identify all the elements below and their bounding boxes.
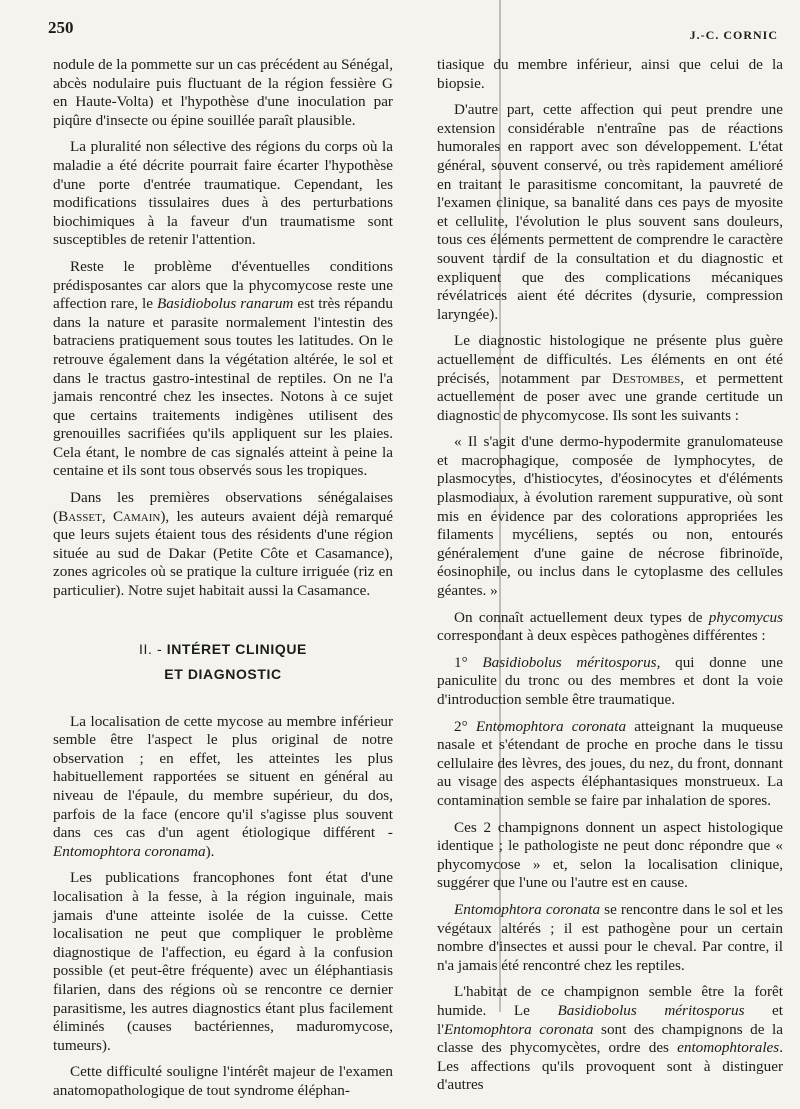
species-name: Entomophtora coronata — [475, 717, 627, 735]
list-item — [437, 718, 783, 811]
left-column — [53, 56, 393, 1109]
species-name: Basidiobolus méritosporus — [557, 1001, 745, 1019]
author-name: Camain — [112, 507, 161, 525]
paragraph-text: La localisation de cette mycose au membre inférieur semble être l'aspect le plus original de notre observation ; en effet, les atteintes les plus habituellement rapportées se situent en général au niveau de l'épaule, du membre supérieur, du dos, parfois de la face (encore qu'il s'agisse plus souvent dans ces cas d'un agent étiologique différent - — [53, 712, 393, 842]
paragraph-text: se rencontre dans le sol et les végétaux altérés ; il est pathogène pour un certain nombre d'insectes et aussi pour le cheval. Par contre, il n'a jamais été rencontré chez les reptiles. — [437, 900, 783, 974]
paragraph: La pluralité non sélective des régions du corps où la maladie a été décrite pourrait faire écarter l'hypothèse d'une porte d'entrée traumatique. Cependant, les modifications tissulaires dues à des perturbations biochimiques à la faveur d'un traumatisme sont susceptibles de retenir l'attention. — [53, 138, 393, 249]
paragraph-text: et l' — [437, 1001, 784, 1038]
paragraph: tiasique du membre inférieur, ainsi que celui de la biopsie. — [437, 56, 783, 92]
species-name: Basidiobolus ranarum — [156, 295, 294, 313]
quote-paragraph: « Il s'agit d'une dermo-hypodermite granulomateuse et macrophagique, composée de lymphocytes, de plasmocytes, d'histiocytes, d'éosinocytes et d'éléments plasmodiaux, à évolution rarement suppurative, où sont mis en évidence par des colorations appropriées les filaments mycéliens, septés ou non, entourés généralement d'une gaine de nécrose fibrinoïde, éosinophile, ou inclus dans le cytoplasme des cellules géantes. » — [437, 433, 783, 600]
paragraph-text: Reste le problème d'éventuelles conditions prédisposantes car alors que la phycomycose reste une affection rare, le — [53, 257, 393, 313]
paragraph: D'autre part, cette affection qui peut prendre une extension considérable n'entraîne pas de réactions humorales en rapport avec son développement. L'état général, souvent conservé, ou très rapidement amélioré en traitant le parasitisme concomitant, la pauvreté de l'examen clinique, sa banalité dans ces pays de myosite et cellulite, l'évolution le plus souvent sans douleurs, tous ces éléments permettent de comprendre le caractère souvent tardif de la consultation et du diagnostic et expliquent que des complications mécaniques révélatrices aient été décrites (dysurie, compression laryngée). — [437, 101, 783, 323]
section-title-line1: INTÉRET CLINIQUE — [166, 640, 307, 657]
section-number: II. - — [139, 640, 167, 657]
paragraph — [53, 713, 393, 862]
species-name: Entomophtora coronata — [443, 1020, 594, 1038]
paragraph: Ces 2 champignons donnent un aspect histologique identique ; le pathologiste ne peut donc répondre que « phycomycose » et, selon la localisation clinique, suggérer que l'une ou l'autre est en cause. — [437, 818, 783, 892]
paragraph-text: est très répandu dans la nature et parasite normalement l'intestin des batraciens pratiquement sous toutes les latitudes. On le retrouve également dans la végétation altérée, le sol et dans le tractus gastro-intestinal de reptiles. On ne l'a jamais rencontré chez les insectes. Notons à ce sujet que certains traitements indigènes utilisent des grenouilles sacrifiées qu'ils appliquent sur les plaies. Cela étant, le nombre de cas signalés atteint à peine la centaine et ils sont tous observés sous les tropiques. — [53, 295, 393, 480]
paragraph-text: sont des champignons de la classe des phycomycètes, ordre des — [437, 1020, 783, 1057]
list-number: 1° — [454, 653, 483, 671]
author-name: Basset — [58, 507, 102, 525]
paragraph-text: ). — [205, 842, 215, 860]
paragraph-text: ), les auteurs avaient déjà remarqué que leurs sujets étaient tous des résidents d'une région située au sud de Dakar (Petite Côte et Casamance), zones agricoles où se pratique la culture irriguée (riz en particulier). Notre sujet habitait aussi la Casamance. — [53, 507, 393, 600]
page-number: 250 — [48, 18, 74, 37]
paragraph: Les publications francophones font état d'une localisation à la fesse, à la région inguinale, mais jamais d'une atteinte isolée de la cuisse. Cette localisation ne peut que compliquer le problème diagnostique de l'affection, eu égard à la confusion possible (et peut-être fréquente) avec un éléphantiasis filarien, dans des régions où se rencontre ce dernier parasitisme, les autres diagnostics étant plus facilement éliminés (causes bactériennes, maduromycose, tumeurs). — [53, 869, 393, 1054]
section-title-line2: ET DIAGNOSTIC — [164, 665, 282, 682]
paragraph: nodule de la pommette sur un cas précédent au Sénégal, abcès nodulaire puis fluctuant de la région fessière G en Haute-Volta) et l'hypothèse d'une inoculation par piqûre d'insecte ou épine souillée paraît plausible. — [53, 56, 393, 129]
paragraph-text: qui donne une paniculite du tronc ou des membres et dont la voie d'introduction semble être traumatique. — [437, 653, 783, 708]
section-heading — [53, 637, 393, 687]
paragraph-text: . Les affections qu'ils provoquent sont à distinguer d'autres — [437, 1039, 783, 1094]
author-name: Destombes — [612, 369, 681, 387]
paragraph — [53, 258, 393, 481]
paragraph: Cette difficulté souligne l'intérêt majeur de l'examen anatomopathologique de tout syndrome éléphan- — [53, 1063, 393, 1099]
paragraph-text: Le diagnostic histologique ne présente plus guère actuellement de difficultés. Les éléments en ont été précisés, notamment par — [437, 332, 783, 387]
separator: , — [101, 507, 113, 525]
genus-name: phycomycus — [708, 608, 783, 626]
paragraph — [437, 983, 783, 1095]
paragraph-text: Dans les premières observations sénégalaises ( — [53, 489, 393, 525]
paragraph-text: atteignant la muqueuse nasale et s'étendant de proche en proche dans le tissu cellulaire des lèvres, des joues, du nez, du front, donnant au visage des aspects éléphantasiques monstrueux. La contamination semble se faire par inhalation de spores. — [437, 717, 783, 809]
species-name: Basidiobolus méritosporus, — [482, 653, 661, 671]
paragraph-text: On connaît actuellement deux types de — [454, 608, 709, 626]
paragraph-text: L'habitat de ce champignon semble être la forêt humide. Le — [437, 983, 783, 1019]
paragraph — [437, 332, 783, 425]
list-item — [437, 654, 783, 710]
species-name: Entomophtora coronata — [454, 900, 601, 918]
list-number: 2° — [454, 717, 476, 735]
paragraph-text: , et permettent actuellement de poser avec une grande certitude un diagnostic de phycomycose. Ils sont les suivants : — [437, 369, 783, 424]
running-head: J.-C. CORNIC — [689, 28, 778, 42]
paragraph — [53, 489, 393, 601]
species-name: Entomophtora coronama — [53, 842, 206, 860]
paragraph — [437, 609, 783, 646]
paragraph — [437, 901, 783, 975]
right-column — [437, 56, 783, 1103]
order-name: entomophtorales — [677, 1039, 780, 1057]
paragraph-text: correspondant à deux espèces pathogènes différentes : — [437, 627, 766, 645]
